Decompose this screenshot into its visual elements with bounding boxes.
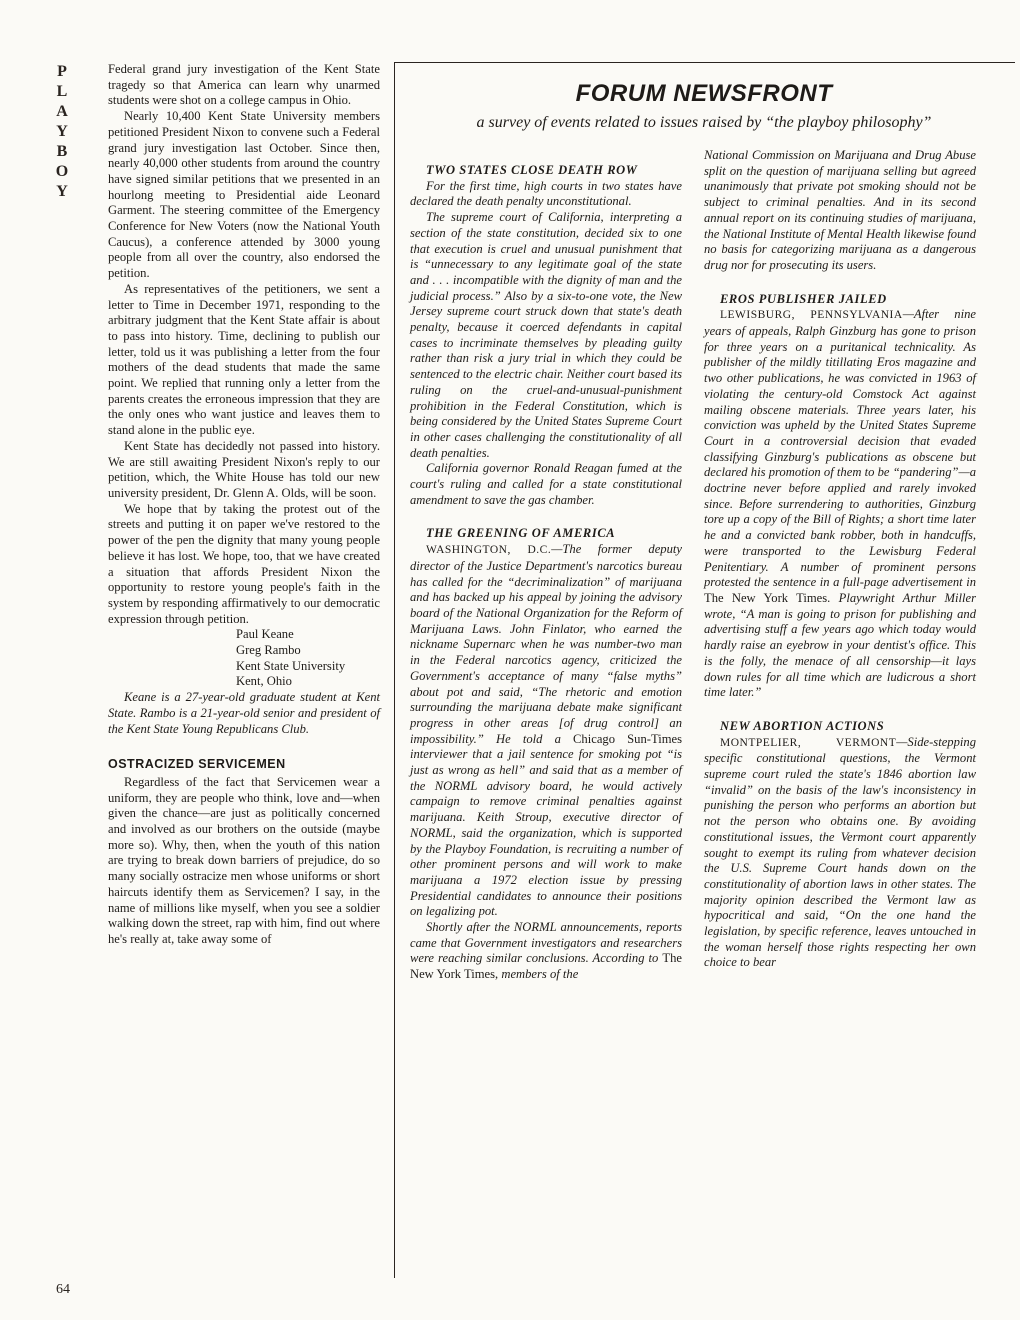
vertical-letter: Y	[56, 183, 68, 200]
article-text: —After nine years of appeals, Ralph Ginzburg has gone to prison for three years on a puritanical technicality. As publisher of the mildly titillating Eros magazine and two other publications, he was convicted in 1963 of violating the century-old Comstock Act against mailing obscene materials. Three years later, his conviction was upheld by the United States Supreme Court in a controversial decision that evaded classifying Ginzburg's publications as obscene but declared his promotion of them to be “pandering”—a doctrine never before applied and rarely invoked since. Before surrendering to authorities, Ginzburg tore up a copy of the Bill of Rights; a short time later he and a convicted bank robber, both in handcuffs, were transported to the Lewisburg Federal Penitentiary. A number of prominent persons protested the sentence in a full-page advertisement in	[704, 307, 976, 590]
article-text: Playwright Arthur Miller wrote, “A man is going to prison for publishing and advertising stuff a few years ago which today would hardly raise an eyebrow in your dentist's office. This is the folly, the menace of all censorship—it lays down rules for all time which are ludicrous a short time later.”	[704, 590, 977, 700]
letters-column	[108, 62, 380, 948]
page-number: 64	[56, 1282, 70, 1297]
letter-paragraph: Regardless of the fact that Servicemen wear a uniform, they are people who think, love and—when given the chance—are just as politically concerned and involved as our brothers on the outside (maybe more so). Why, then, when the youth of this nation are trying to break down barriers of prejudice, do so many socially ostracize men whose uniforms or short haircuts identify them as Servicemen? I say, in the name of millions like myself, when you see a soldier walking down the street, rap with him, find out where he's really at, take away some of	[108, 774, 380, 946]
publication-name: The New York Times.	[704, 590, 831, 605]
section-heading: OSTRACIZED SERVICEMEN	[108, 757, 286, 772]
article-heading: NEW ABORTION ACTIONS	[720, 718, 885, 733]
forum-title: FORUM NEWSFRONT	[575, 80, 833, 107]
article-heading: THE GREENING OF AMERICA	[426, 526, 616, 541]
letter-paragraph: We hope that by taking the protest out of the streets and putting it on paper we've restored to the power of the pen the dignity that many young people believe it has lost. We hope, too, that we have created a situation that affords President Nixon the opportunity to restore young people's faith in the system by responding affirmatively to our democratic expression through petition.	[108, 501, 380, 626]
signature-line: Paul Keane	[236, 627, 294, 642]
letter-paragraph: As representatives of the petitioners, we sent a letter to Time in December 1971, responding to the arbitrary judgment that the Kent State affair is about to pass into history. Time, declining to publish our letter, told us it was publishing a letter from the four mothers of the dead students that made the same point. We replied that running only a letter from the parents creates the erroneous impression that they are the only ones who want justice and leaves them to stand alone in the public eye.	[108, 281, 380, 438]
editor-note: Keane is a 27-year-old graduate student at Kent State. Rambo is a 21-year-old senior and president of the Kent State Young Republicans Club.	[108, 690, 380, 736]
letter-paragraph: Kent State has decidedly not passed into history. We are still awaiting President Nixon's reply to our petition, which, the White House has told our new university president, Dr. Glenn A. Olds, will be soon.	[108, 438, 380, 500]
forum-subtitle: a survey of events related to issues raised by “the playboy philosophy”	[476, 114, 932, 131]
article-paragraph: For the first time, high courts in two states have declared the death penalty unconstitutional.	[410, 178, 682, 209]
vertical-letter: L	[56, 83, 68, 100]
dateline: LEWISBURG, PENNSYLVANIA	[720, 309, 903, 322]
article-heading: EROS PUBLISHER JAILED	[720, 291, 887, 306]
dateline: WASHINGTON, D.C.	[426, 544, 552, 557]
letter-paragraph: Federal grand jury investigation of the Kent State tragedy so that America can learn why unarmed students were shot on a college campus in Ohio.	[108, 62, 380, 108]
magazine-vertical-title	[52, 62, 72, 202]
article-text: —The former deputy director of the Justice Department's narcotics bureau has called for the “decriminalization” of marijuana and has backed up his appeal by joining the advisory board of the National Organization for the Reform of Marijuana Laws. John Finlator, who earned the nickname Supernarc when he was number-two man in the Federal narcotics agency, criticized the Government's acceptance of many “false myths” about pot and said, “The rhetoric and emotion surrounding the marijuana debate make significant progress in other areas [of drug control] an impossibility.” He told a	[410, 542, 682, 746]
article-heading: TWO STATES CLOSE DEATH ROW	[426, 163, 638, 177]
article-text: interviewer that a jail sentence for smoking pot “is just as wrong as hell” and said that as a member of the NORML advisory board, he would actively campaign to remove criminal penalties against marijuana. Keith Stroup, executive director of NORML, said the organization, which is supported by the Playboy Foundation, is recruiting a number of other prominent persons and will work to make marijuana a 1972 election issue by pressing Presidential candidates to announce their positions on legalizing pot.	[410, 747, 682, 919]
letter-signature	[236, 627, 380, 690]
forum-column-middle	[410, 163, 682, 983]
signature-line: Kent State University	[236, 658, 346, 673]
article-paragraph: The supreme court of California, interpreting a section of the state constitution, decided six to one that execution is cruel and unusual punishment that is “unnecessary to any legitimate goal of the state and . . . incompatible with the dignity of man and the judicial process.” Also by a six-to-one vote, the New Jersey supreme court struck down that state's death penalty, because it coerced defendants in capital cases to incriminate themselves by pleading guilty rather than risk a jury trial in which they could be sentenced to the electric chair. Neither court based its ruling on the cruel-and-unusual-punishment prohibition in the Federal Constitution, which is being considered by the United States Supreme Court in other cases challenging the constitutionality of all death penalties.	[410, 210, 682, 460]
publication-name: Chicago Sun-Times	[573, 731, 682, 746]
vertical-letter: P	[57, 63, 67, 80]
vertical-letter: Y	[56, 123, 68, 140]
vertical-letter: O	[55, 163, 69, 180]
signature-line: Kent, Ohio	[236, 674, 292, 689]
dateline: MONTPELIER, VERMONT	[720, 736, 897, 749]
article-text: —Side-stepping specific constitutional questions, the Vermont supreme court ruled the state's 1846 abortion law “invalid” on the basis of the law's inconsistency in punishing the person who performs an abortion but not the person who obtains one. By avoiding constitutional issues, the Vermont court apparently sought to exempt its ruling from whatever decision the U.S. Supreme Court hands down on the constitutionality of abortion laws in other states. The majority opinion described the Vermont law as hypocritical and said, “On the one hand the legislation, by specific reference, leaves untouched in the woman herself those rights respecting her own choice to bear	[704, 734, 976, 970]
vertical-letter: A	[56, 103, 68, 120]
publication-name: The New York Times,	[410, 951, 682, 982]
article-paragraph: National Commission on Marijuana and Drug Abuse split on the question of marijuana selling but agreed unanimously that private pot smoking should not be subject to criminal penalties. And in its second annual report on its continuing studies of marijuana, the National Institute of Mental Health likewise found no basis for categorizing marijuana as a dangerous drug nor for prosecuting its users.	[704, 148, 976, 272]
forum-column-right	[704, 148, 976, 971]
vertical-letter: B	[56, 143, 68, 160]
article-text: Shortly after the NORML announcements, reports came that Government investigators and researchers were reaching similar conclusions. According to	[410, 920, 682, 966]
article-text: members of the	[501, 967, 579, 982]
letter-paragraph: Nearly 10,400 Kent State University members petitioned President Nixon to convene such a Federal grand jury investigation last October. Since then, nearly 40,000 other students from around the country have signed similar petitions that we presented in an hourlong meeting to Presidential aide Leonard Garment. The steering committee of the Emergency Conference for New Voters (now the National Youth Caucus), a conference attended by 3000 young people from all over the country, also endorsed the petition.	[108, 109, 380, 281]
article-paragraph: California governor Ronald Reagan fumed at the court's ruling and called for a state constitutional amendment to save the gas chamber.	[410, 461, 682, 507]
signature-line: Greg Rambo	[236, 643, 301, 658]
